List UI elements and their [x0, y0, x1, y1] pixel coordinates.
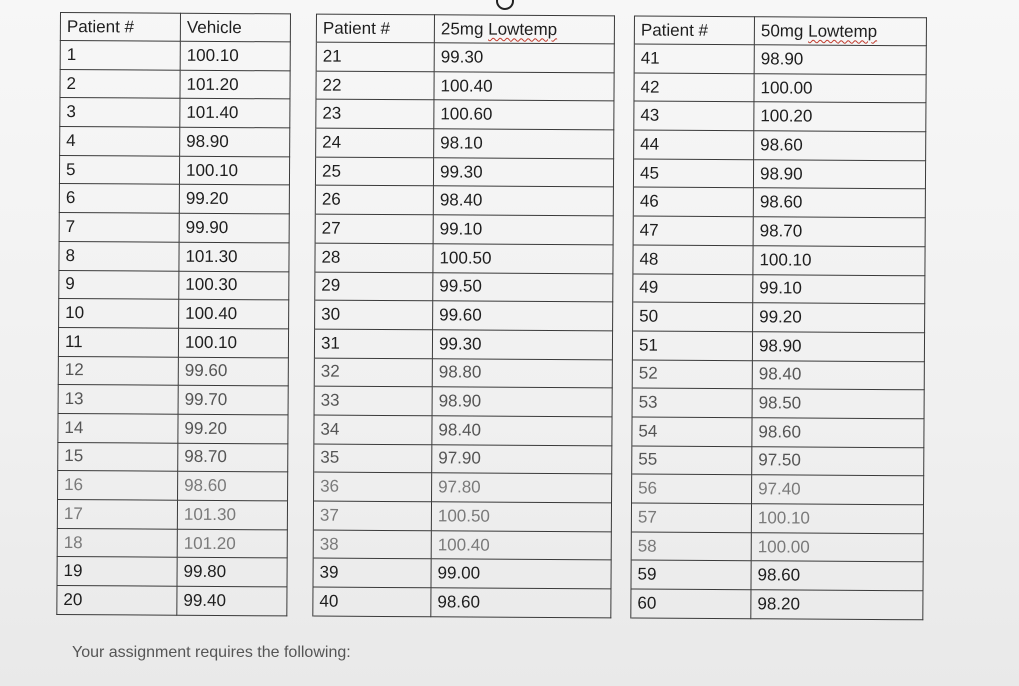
- dose-25mg-value-cell: 100.60: [434, 100, 614, 130]
- patient-number-cell: 22: [316, 71, 434, 100]
- dose-50mg-value-cell: 98.60: [751, 561, 923, 591]
- dose-25mg-value-cell: 100.40: [434, 71, 614, 101]
- vehicle-value-cell: 100.40: [179, 299, 289, 328]
- patient-number-cell: 3: [60, 98, 180, 127]
- patient-number-cell: 40: [313, 587, 431, 616]
- patient-number-cell: 37: [313, 501, 431, 530]
- patient-number-cell: 35: [314, 444, 432, 473]
- patient-number-cell: 15: [58, 442, 178, 471]
- column-gap: [289, 214, 315, 243]
- header-50mg-drug: Lowtemp: [808, 21, 878, 41]
- patient-number-cell: 59: [631, 560, 751, 589]
- column-gap: [287, 501, 313, 530]
- patient-number-cell: 13: [58, 385, 178, 414]
- column-gap: [290, 14, 316, 42]
- dose-25mg-value-cell: 100.40: [431, 530, 611, 560]
- patient-number-cell: 7: [59, 213, 179, 242]
- vehicle-value-cell: 98.90: [180, 127, 290, 156]
- patient-number-cell: 17: [57, 499, 177, 528]
- patient-number-cell: 49: [633, 274, 753, 303]
- patient-number-cell: 26: [315, 186, 433, 215]
- patient-number-cell: 28: [315, 243, 433, 272]
- dose-25mg-value-cell: 97.90: [432, 444, 612, 474]
- patient-number-cell: 9: [59, 270, 179, 299]
- dose-50mg-value-cell: 97.40: [752, 475, 924, 505]
- patient-number-cell: 29: [315, 272, 433, 301]
- vehicle-value-cell: 99.60: [178, 357, 288, 386]
- vehicle-value-cell: 99.80: [177, 558, 287, 587]
- patient-number-cell: 12: [58, 356, 178, 385]
- patient-number-cell: 24: [316, 128, 434, 157]
- column-gap: [288, 415, 314, 444]
- dose-50mg-value-cell: 98.20: [751, 590, 923, 620]
- dose-50mg-value-cell: 100.10: [751, 504, 923, 534]
- table-row: [57, 586, 923, 620]
- column-gap: [287, 558, 313, 587]
- vehicle-value-cell: 98.70: [178, 443, 288, 472]
- header-patient-1: Patient #: [60, 13, 180, 42]
- dose-25mg-value-cell: 98.10: [434, 129, 614, 159]
- column-gap: [290, 42, 316, 71]
- dose-50mg-value-cell: 98.90: [753, 159, 925, 189]
- patient-number-cell: 55: [632, 446, 752, 475]
- dose-50mg-value-cell: 100.10: [753, 246, 925, 276]
- patient-number-cell: 6: [59, 184, 179, 213]
- patient-number-cell: 38: [313, 530, 431, 559]
- column-gap: [613, 302, 633, 331]
- patient-number-cell: 51: [632, 331, 752, 360]
- dose-50mg-value-cell: 100.00: [751, 532, 923, 562]
- patient-number-cell: 21: [316, 42, 434, 71]
- vehicle-value-cell: 99.40: [177, 586, 287, 615]
- patient-number-cell: 42: [634, 73, 754, 102]
- patient-number-cell: 14: [58, 413, 178, 442]
- vehicle-value-cell: 100.30: [179, 271, 289, 300]
- dose-50mg-value-cell: 98.90: [754, 45, 926, 75]
- dose-50mg-value-cell: 98.50: [752, 389, 924, 419]
- patient-number-cell: 58: [631, 532, 751, 561]
- vehicle-value-cell: 101.30: [179, 242, 289, 271]
- vehicle-value-cell: 101.20: [180, 70, 290, 99]
- dose-50mg-value-cell: 100.20: [754, 102, 926, 132]
- vehicle-value-cell: 100.10: [179, 156, 289, 185]
- column-gap: [288, 357, 314, 386]
- patient-number-cell: 1: [60, 41, 180, 70]
- dose-25mg-value-cell: 97.80: [432, 473, 612, 503]
- patient-number-cell: 5: [59, 155, 179, 184]
- column-gap: [290, 99, 316, 128]
- vehicle-value-cell: 99.90: [179, 213, 289, 242]
- patient-number-cell: 53: [632, 388, 752, 417]
- dose-50mg-value-cell: 98.40: [752, 360, 924, 390]
- dose-50mg-value-cell: 99.10: [753, 274, 925, 304]
- patient-number-cell: 19: [57, 557, 177, 586]
- column-gap: [614, 101, 634, 130]
- patient-number-cell: 52: [632, 360, 752, 389]
- column-gap: [290, 128, 316, 157]
- patient-number-cell: 4: [60, 127, 180, 156]
- column-gap: [614, 130, 634, 159]
- column-gap: [613, 273, 633, 302]
- column-gap: [614, 44, 634, 73]
- patient-number-cell: 8: [59, 241, 179, 270]
- column-gap: [289, 271, 315, 300]
- dose-50mg-value-cell: 98.60: [752, 418, 924, 448]
- column-gap: [614, 16, 634, 44]
- patient-number-cell: 23: [316, 99, 434, 128]
- column-gap: [613, 245, 633, 274]
- dose-25mg-value-cell: 98.90: [432, 387, 612, 417]
- patient-number-cell: 36: [314, 472, 432, 501]
- patient-number-cell: 60: [631, 589, 751, 618]
- patient-number-cell: 39: [313, 558, 431, 587]
- patient-number-cell: 46: [633, 187, 753, 216]
- header-25mg-lowtemp: [434, 15, 614, 44]
- vehicle-value-cell: 100.10: [178, 328, 288, 357]
- patient-number-cell: 31: [314, 329, 432, 358]
- dose-25mg-value-cell: 100.50: [431, 502, 611, 532]
- header-50mg-dose: 50mg: [760, 20, 804, 41]
- dose-25mg-value-cell: 99.60: [433, 301, 613, 331]
- column-gap: [612, 331, 632, 360]
- patient-number-cell: 33: [314, 386, 432, 415]
- assignment-text: Your assignment requires the following:: [72, 644, 351, 661]
- dose-50mg-value-cell: 98.70: [753, 217, 925, 247]
- vehicle-value-cell: 101.20: [177, 529, 287, 558]
- dose-25mg-value-cell: 98.40: [433, 186, 613, 216]
- column-gap: [612, 446, 632, 475]
- vehicle-value-cell: 100.10: [180, 41, 290, 70]
- dose-25mg-value-cell: 99.30: [432, 330, 612, 360]
- dose-50mg-value-cell: 100.00: [754, 73, 926, 103]
- patient-number-cell: 57: [631, 503, 751, 532]
- column-gap: [287, 587, 313, 616]
- column-gap: [611, 560, 631, 589]
- patient-number-cell: 16: [58, 471, 178, 500]
- patient-number-cell: 56: [632, 474, 752, 503]
- column-gap: [611, 503, 631, 532]
- column-gap: [288, 386, 314, 415]
- patient-number-cell: 18: [57, 528, 177, 557]
- column-gap: [287, 530, 313, 559]
- column-gap: [288, 444, 314, 473]
- dose-50mg-value-cell: 98.90: [752, 332, 924, 362]
- dose-25mg-value-cell: 99.30: [433, 158, 613, 188]
- column-gap: [612, 417, 632, 446]
- header-patient-3: Patient #: [634, 16, 754, 45]
- vehicle-value-cell: 101.30: [177, 500, 287, 529]
- patient-number-cell: 11: [58, 327, 178, 356]
- column-gap: [612, 359, 632, 388]
- column-gap: [611, 589, 631, 618]
- dose-25mg-value-cell: 100.50: [433, 244, 613, 274]
- column-gap: [613, 216, 633, 245]
- header-patient-2: Patient #: [316, 14, 434, 43]
- patient-number-cell: 43: [634, 101, 754, 130]
- patient-number-cell: 30: [315, 300, 433, 329]
- patient-number-cell: 32: [314, 358, 432, 387]
- temperature-table: [56, 12, 927, 620]
- header-50mg-lowtemp: [754, 17, 926, 46]
- table-body: [57, 41, 926, 620]
- patient-number-cell: 20: [57, 586, 177, 615]
- dose-25mg-value-cell: 99.10: [433, 215, 613, 245]
- column-gap: [289, 157, 315, 186]
- patient-number-cell: 48: [633, 245, 753, 274]
- column-gap: [611, 532, 631, 561]
- dose-25mg-value-cell: 99.00: [431, 559, 611, 589]
- column-gap: [613, 159, 633, 188]
- patient-number-cell: 44: [634, 130, 754, 159]
- patient-number-cell: 34: [314, 415, 432, 444]
- dose-50mg-value-cell: 98.60: [754, 131, 926, 161]
- column-gap: [288, 329, 314, 358]
- patient-number-cell: 47: [633, 216, 753, 245]
- patient-number-cell: 2: [60, 69, 180, 98]
- vehicle-value-cell: 101.40: [180, 99, 290, 128]
- vehicle-value-cell: 99.20: [178, 414, 288, 443]
- dose-25mg-value-cell: 99.30: [434, 43, 614, 73]
- vehicle-value-cell: 98.60: [178, 472, 288, 501]
- column-gap: [288, 472, 314, 501]
- dose-50mg-value-cell: 97.50: [752, 446, 924, 476]
- header-vehicle: Vehicle: [180, 13, 290, 42]
- column-gap: [612, 474, 632, 503]
- header-25mg-drug: Lowtemp: [488, 19, 558, 39]
- column-gap: [289, 300, 315, 329]
- dose-25mg-value-cell: 98.60: [431, 588, 611, 618]
- column-gap: [613, 187, 633, 216]
- dose-25mg-value-cell: 98.80: [432, 358, 612, 388]
- patient-number-cell: 45: [633, 159, 753, 188]
- dose-25mg-value-cell: 98.40: [432, 416, 612, 446]
- patient-number-cell: 27: [315, 214, 433, 243]
- dose-50mg-value-cell: 99.20: [753, 303, 925, 333]
- patient-number-cell: 10: [59, 299, 179, 328]
- column-gap: [290, 71, 316, 100]
- vehicle-value-cell: 99.70: [178, 385, 288, 414]
- patient-number-cell: 41: [634, 44, 754, 73]
- column-gap: [612, 388, 632, 417]
- column-gap: [289, 243, 315, 272]
- patient-number-cell: 25: [315, 157, 433, 186]
- header-25mg-dose: 25mg: [440, 18, 484, 39]
- vehicle-value-cell: 99.20: [179, 185, 289, 214]
- dose-25mg-value-cell: 99.50: [433, 272, 613, 302]
- column-gap: [614, 73, 634, 102]
- patient-number-cell: 50: [633, 302, 753, 331]
- dose-50mg-value-cell: 98.60: [753, 188, 925, 218]
- patient-number-cell: 54: [632, 417, 752, 446]
- column-gap: [289, 185, 315, 214]
- circle-mark: [496, 0, 514, 10]
